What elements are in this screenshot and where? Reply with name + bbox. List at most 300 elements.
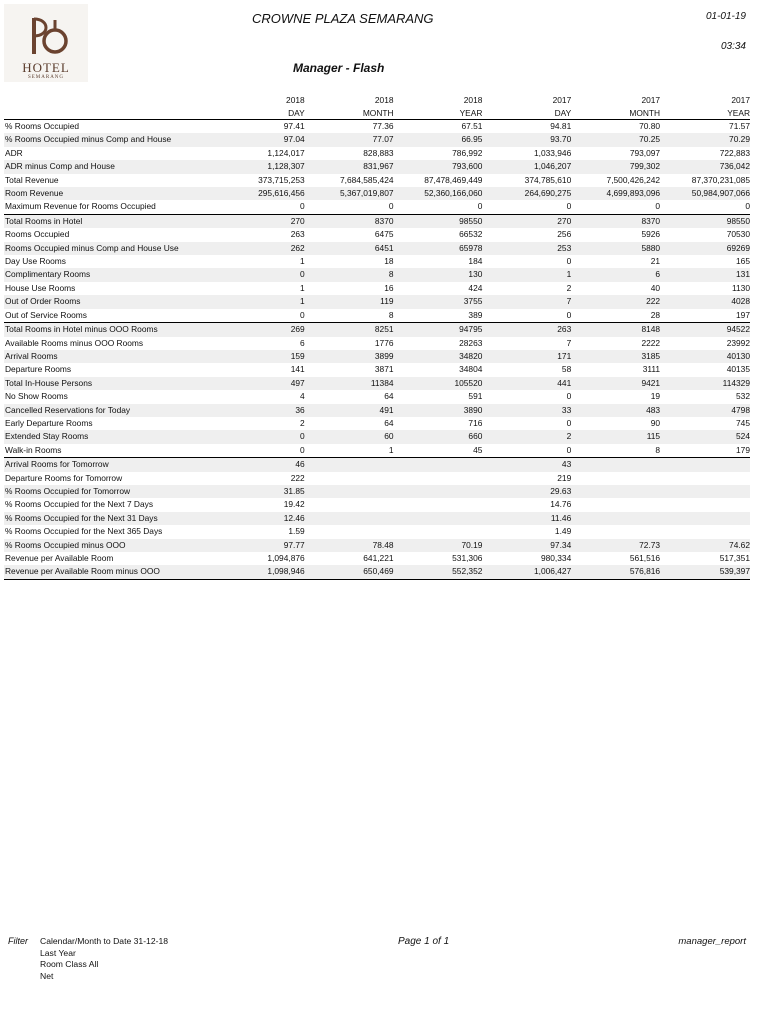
- row-label: Available Rooms minus OOO Rooms: [5, 337, 144, 348]
- row-value: [660, 498, 750, 511]
- row-value: 179: [736, 444, 750, 455]
- table-row: [4, 539, 750, 552]
- row-value: 0: [201, 430, 305, 443]
- row-value: 1: [482, 268, 571, 281]
- row-value: 1,046,207: [482, 160, 571, 173]
- row-value: 270: [201, 214, 305, 228]
- row-value: 2: [300, 417, 305, 428]
- row-value: 165: [736, 256, 750, 267]
- row-value: 115: [571, 430, 660, 443]
- row-value: [305, 512, 394, 525]
- row-value: [571, 512, 660, 525]
- row-value: 8251: [305, 323, 394, 337]
- row-value: 105520: [394, 377, 483, 390]
- row-value: 40: [650, 282, 661, 293]
- table-row: [4, 337, 750, 350]
- row-value: [660, 525, 750, 538]
- col-period: YEAR: [660, 107, 750, 120]
- row-label: ADR: [5, 147, 23, 158]
- row-value: 3185: [571, 350, 660, 363]
- row-label: Departure Rooms for Tomorrow: [5, 472, 123, 483]
- row-value: 222: [571, 295, 660, 308]
- row-value: 222: [290, 472, 305, 483]
- row-value: [305, 485, 394, 498]
- row-value: 14.76: [550, 499, 572, 510]
- row-value: 40130: [660, 350, 750, 363]
- table-row: [4, 295, 750, 308]
- manager-flash-table: [4, 94, 750, 580]
- table-row: [4, 147, 750, 160]
- row-label: Arrival Rooms for Tomorrow: [4, 458, 201, 472]
- row-label: % Rooms Occupied minus OOO: [4, 539, 201, 552]
- header-row-periods: [4, 107, 750, 120]
- row-label: House Use Rooms: [5, 282, 76, 293]
- row-value: 0: [566, 391, 572, 402]
- row-value: 97.34: [482, 539, 571, 552]
- row-value: 3899: [305, 350, 394, 363]
- row-value: 716: [468, 417, 483, 428]
- row-value: 1776: [374, 337, 394, 348]
- row-value: 97.41: [283, 121, 305, 131]
- row-value: 441: [482, 377, 571, 390]
- row-value: 0: [745, 201, 750, 212]
- row-value: [394, 472, 483, 485]
- row-value: 0: [300, 309, 305, 320]
- row-value: [660, 458, 750, 472]
- col-period: DAY: [482, 107, 571, 120]
- row-value: 72.73: [571, 539, 660, 552]
- row-label: Out of Order Rooms: [4, 295, 201, 308]
- report-time: 03:34: [720, 41, 746, 52]
- row-value: 552,352: [394, 565, 483, 579]
- row-value: 1130: [731, 282, 750, 293]
- table-row: [4, 120, 750, 134]
- table-row: [4, 200, 750, 214]
- row-value: 66532: [459, 229, 483, 240]
- col-period: DAY: [201, 107, 305, 120]
- row-value: 64: [384, 391, 394, 402]
- row-label: % Rooms Occupied: [5, 121, 80, 131]
- row-value: 87,370,231,085: [691, 174, 750, 185]
- row-value: 1: [388, 444, 394, 455]
- row-value: 264,690,275: [482, 187, 571, 200]
- table-body: [4, 120, 750, 580]
- row-value: 69269: [660, 242, 750, 255]
- report-name: manager_report: [678, 936, 746, 947]
- row-value: 94.81: [550, 121, 572, 131]
- row-value: 45: [473, 444, 483, 455]
- row-value: 0: [201, 268, 305, 281]
- row-value: 4: [300, 391, 305, 402]
- table-row: [4, 187, 750, 200]
- row-value: [660, 472, 750, 485]
- row-value: 8370: [571, 214, 660, 228]
- row-value: [660, 512, 750, 525]
- row-label: % Rooms Occupied for the Next 31 Days: [4, 512, 201, 525]
- row-value: 34820: [394, 350, 483, 363]
- row-label: % Rooms Occupied for Tomorrow: [4, 485, 201, 498]
- row-label: % Rooms Occupied for the Next 365 Days: [5, 526, 163, 537]
- row-label: % Rooms Occupied for the Next 7 Days: [5, 499, 154, 510]
- row-value: 0: [566, 256, 572, 267]
- row-value: 0: [300, 201, 305, 212]
- col-year: 2018: [463, 95, 483, 105]
- row-label: Walk-in Rooms: [5, 444, 62, 455]
- row-value: [394, 525, 483, 538]
- row-value: [394, 458, 483, 472]
- row-label: Early Departure Rooms: [5, 417, 93, 428]
- row-value: 0: [566, 444, 572, 455]
- row-value: 64: [384, 417, 394, 428]
- row-value: 1: [300, 282, 305, 293]
- row-value: 70530: [726, 229, 750, 240]
- row-value: 98550: [660, 214, 750, 228]
- row-value: 539,397: [660, 565, 750, 579]
- row-value: 263: [290, 229, 305, 240]
- table-row: [4, 404, 750, 417]
- filter-line: Last Year: [40, 947, 76, 958]
- report-date: 01-01-19: [705, 11, 746, 22]
- row-value: 831,967: [305, 160, 394, 173]
- row-value: 1: [201, 295, 305, 308]
- report-title: Manager - Flash: [293, 61, 385, 75]
- row-label: Arrival Rooms: [4, 350, 201, 363]
- row-value: 532: [736, 391, 750, 402]
- row-label: Total Revenue: [5, 174, 59, 185]
- row-value: 6: [571, 268, 660, 281]
- row-value: 98550: [394, 214, 483, 228]
- filter-line: Net: [40, 970, 54, 981]
- row-value: 424: [468, 282, 483, 293]
- row-value: 7,684,585,424: [339, 174, 394, 185]
- row-value: 2222: [641, 337, 661, 348]
- row-value: 1,094,876: [267, 553, 305, 563]
- logo-city-text: SEMARANG: [27, 75, 65, 80]
- row-label: Cancelled Reservations for Today: [4, 404, 201, 417]
- row-value: [305, 472, 394, 485]
- row-value: 6: [300, 337, 305, 348]
- row-value: 0: [566, 201, 572, 212]
- row-label: Total Rooms in Hotel minus OOO Rooms: [4, 323, 201, 337]
- row-value: 77.07: [305, 133, 394, 146]
- hotel-monogram-icon: [24, 14, 72, 60]
- row-value: 786,992: [452, 147, 483, 158]
- row-value: 1,033,946: [533, 147, 572, 158]
- row-value: 70.19: [394, 539, 483, 552]
- table-row: [4, 282, 750, 295]
- row-value: 799,302: [571, 160, 660, 173]
- row-value: 28: [650, 309, 661, 320]
- hotel-logo: [4, 4, 88, 82]
- row-value: 0: [477, 201, 483, 212]
- row-value: 93.70: [482, 133, 571, 146]
- col-year: 2017: [641, 95, 661, 105]
- row-value: 94795: [394, 323, 483, 337]
- row-value: 1,006,427: [482, 565, 571, 579]
- row-value: 130: [394, 268, 483, 281]
- table-row: [4, 417, 750, 430]
- row-value: 21: [650, 256, 661, 267]
- row-value: 65978: [394, 242, 483, 255]
- table-row: [4, 444, 750, 458]
- row-value: 491: [305, 404, 394, 417]
- row-value: 3871: [374, 364, 394, 375]
- row-value: 114329: [660, 377, 750, 390]
- row-value: 269: [201, 323, 305, 337]
- row-value: [305, 525, 394, 538]
- row-value: 497: [201, 377, 305, 390]
- table-row: [4, 430, 750, 443]
- row-value: 7: [482, 295, 571, 308]
- row-value: 141: [290, 364, 305, 375]
- header-row-years: [4, 94, 750, 107]
- row-value: 7: [566, 337, 572, 348]
- row-value: [660, 485, 750, 498]
- row-value: [571, 498, 660, 511]
- row-value: 8: [305, 268, 394, 281]
- row-value: 12.46: [201, 512, 305, 525]
- row-value: 0: [388, 201, 394, 212]
- row-value: 483: [571, 404, 660, 417]
- row-value: 29.63: [482, 485, 571, 498]
- table-row: [4, 565, 750, 579]
- row-value: 219: [557, 472, 572, 483]
- row-value: 50,984,907,066: [660, 187, 750, 200]
- row-value: 119: [305, 295, 394, 308]
- row-value: 60: [305, 430, 394, 443]
- row-label: Extended Stay Rooms: [4, 430, 201, 443]
- row-value: 97.77: [201, 539, 305, 552]
- row-value: 66.95: [394, 133, 483, 146]
- row-value: 0: [300, 444, 305, 455]
- row-value: 184: [468, 256, 483, 267]
- row-label: ADR minus Comp and House: [4, 160, 201, 173]
- row-label: No Show Rooms: [5, 391, 68, 402]
- row-label: Complimentary Rooms: [4, 268, 201, 281]
- filter-line: Calendar/Month to Date 31-12-18: [40, 936, 169, 946]
- row-value: 517,351: [719, 553, 750, 563]
- hotel-name: CROWNE PLAZA SEMARANG: [252, 11, 434, 26]
- row-value: [394, 485, 483, 498]
- row-value: 5926: [641, 229, 661, 240]
- table-row: [4, 242, 750, 255]
- row-label: Out of Service Rooms: [5, 309, 87, 320]
- row-value: 31.85: [201, 485, 305, 498]
- row-value: 576,816: [571, 565, 660, 579]
- row-value: 19: [650, 391, 661, 402]
- row-value: 0: [655, 201, 661, 212]
- row-value: 262: [201, 242, 305, 255]
- table-row: [4, 268, 750, 281]
- col-year: 2018: [286, 95, 305, 105]
- row-value: 52,360,166,060: [394, 187, 483, 200]
- row-value: 745: [736, 417, 750, 428]
- col-period: YEAR: [394, 107, 483, 120]
- row-value: [571, 525, 660, 538]
- row-value: 70.25: [571, 133, 660, 146]
- row-label: Revenue per Available Room: [5, 553, 114, 563]
- table-row: [4, 498, 750, 511]
- row-value: 270: [482, 214, 571, 228]
- table-row: [4, 552, 750, 565]
- row-value: 5,367,019,807: [305, 187, 394, 200]
- row-value: 18: [384, 256, 394, 267]
- row-value: [394, 512, 483, 525]
- row-value: 980,334: [540, 553, 572, 563]
- row-value: 722,883: [719, 147, 750, 158]
- table-row: [4, 228, 750, 241]
- col-period: MONTH: [571, 107, 660, 120]
- row-value: 1,124,017: [267, 147, 305, 158]
- col-year: 2017: [552, 95, 572, 105]
- row-value: 263: [482, 323, 571, 337]
- table-row: [4, 390, 750, 403]
- row-value: 6451: [305, 242, 394, 255]
- row-value: 77.36: [372, 121, 394, 131]
- row-value: 736,042: [660, 160, 750, 173]
- row-label: Rooms Occupied minus Comp and House Use: [4, 242, 201, 255]
- row-value: 0: [566, 417, 572, 428]
- row-value: 58: [561, 364, 572, 375]
- row-value: 561,516: [629, 553, 661, 563]
- row-value: 19.42: [283, 499, 305, 510]
- row-value: 11.46: [482, 512, 571, 525]
- row-value: [305, 458, 394, 472]
- row-value: 524: [660, 430, 750, 443]
- row-value: 650,469: [305, 565, 394, 579]
- table-row: [4, 363, 750, 376]
- row-value: 7,500,426,242: [606, 174, 661, 185]
- row-value: 256: [557, 229, 572, 240]
- table-row: [4, 350, 750, 363]
- row-value: 9421: [571, 377, 660, 390]
- row-label: Revenue per Available Room minus OOO: [4, 565, 201, 579]
- row-label: % Rooms Occupied minus Comp and House: [4, 133, 201, 146]
- row-value: 71.57: [729, 121, 750, 131]
- row-label: Departure Rooms: [5, 364, 72, 375]
- table-row: [4, 309, 750, 323]
- row-value: 4028: [660, 295, 750, 308]
- filter-label: Filter: [8, 936, 28, 946]
- row-value: 5880: [571, 242, 660, 255]
- row-value: 8: [388, 309, 394, 320]
- row-label: Room Revenue: [4, 187, 201, 200]
- row-value: 2: [566, 282, 572, 293]
- row-value: 28263: [459, 337, 483, 348]
- row-value: 4,699,893,096: [571, 187, 660, 200]
- row-value: 1,098,946: [201, 565, 305, 579]
- row-value: 33: [482, 404, 571, 417]
- row-value: 36: [201, 404, 305, 417]
- row-value: 531,306: [452, 553, 483, 563]
- row-value: 389: [468, 309, 483, 320]
- logo-hotel-text: HOTEL: [22, 60, 70, 75]
- row-value: 1,128,307: [201, 160, 305, 173]
- row-label: Total In-House Persons: [4, 377, 201, 390]
- row-value: 1.49: [554, 526, 572, 537]
- row-value: 131: [660, 268, 750, 281]
- row-value: 641,221: [363, 553, 394, 563]
- row-value: 3890: [394, 404, 483, 417]
- table-row: [4, 525, 750, 538]
- row-value: 4798: [660, 404, 750, 417]
- row-value: 40135: [726, 364, 750, 375]
- row-value: 8148: [571, 323, 660, 337]
- row-value: 3755: [394, 295, 483, 308]
- row-value: 253: [482, 242, 571, 255]
- row-label: Rooms Occupied: [5, 229, 70, 240]
- row-value: 828,883: [363, 147, 394, 158]
- filter-details: [40, 936, 168, 982]
- table-row: [4, 485, 750, 498]
- col-year: 2018: [374, 95, 394, 105]
- row-value: 94522: [660, 323, 750, 337]
- row-value: 374,785,610: [524, 174, 572, 185]
- table-row: [4, 377, 750, 390]
- filter-line: Room Class All: [40, 959, 99, 970]
- row-value: 97.04: [201, 133, 305, 146]
- table-row: [4, 472, 750, 485]
- row-value: 1.59: [288, 526, 305, 537]
- table-row: [4, 458, 750, 472]
- row-value: 90: [650, 417, 661, 428]
- row-value: 197: [736, 309, 750, 320]
- col-period: MONTH: [305, 107, 394, 120]
- row-value: 295,616,456: [201, 187, 305, 200]
- row-value: 16: [384, 282, 394, 293]
- row-value: [571, 458, 660, 472]
- row-value: 74.62: [660, 539, 750, 552]
- row-value: [394, 498, 483, 511]
- row-value: 46: [201, 458, 305, 472]
- row-value: 1: [300, 256, 305, 267]
- row-value: 591: [468, 391, 483, 402]
- row-label: Maximum Revenue for Rooms Occupied: [5, 201, 156, 212]
- row-value: 78.48: [305, 539, 394, 552]
- page-number: Page 1 of 1: [398, 936, 450, 947]
- row-value: 373,715,253: [258, 174, 305, 185]
- row-value: 34804: [459, 364, 483, 375]
- row-label: Day Use Rooms: [5, 256, 66, 267]
- col-year: 2017: [731, 95, 750, 105]
- row-label: Total Rooms in Hotel: [4, 214, 201, 228]
- row-value: 11384: [305, 377, 394, 390]
- table-row: [4, 255, 750, 268]
- row-value: 8: [655, 444, 661, 455]
- row-value: 793,600: [394, 160, 483, 173]
- row-value: [305, 498, 394, 511]
- row-value: 0: [566, 309, 572, 320]
- row-value: 793,097: [629, 147, 661, 158]
- table-row: [4, 174, 750, 187]
- row-value: 171: [482, 350, 571, 363]
- row-value: 8370: [305, 214, 394, 228]
- row-value: [571, 485, 660, 498]
- row-value: 660: [394, 430, 483, 443]
- row-value: 3111: [642, 364, 661, 375]
- row-value: 6475: [374, 229, 394, 240]
- table-row: [4, 133, 750, 146]
- table-row: [4, 323, 750, 337]
- row-value: 159: [201, 350, 305, 363]
- row-value: 70.80: [639, 121, 661, 131]
- row-value: 2: [482, 430, 571, 443]
- table-row: [4, 512, 750, 525]
- table-row: [4, 160, 750, 173]
- header-label-blank: [4, 107, 201, 120]
- header-label-blank: [4, 94, 201, 107]
- row-value: [571, 472, 660, 485]
